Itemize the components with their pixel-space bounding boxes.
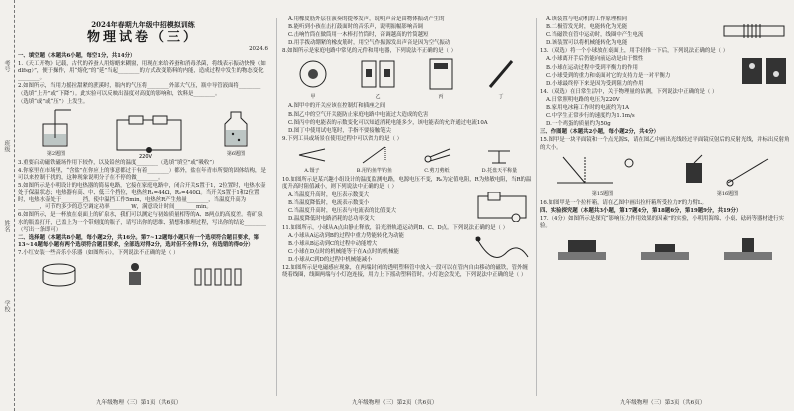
- question-1: 1.《天工开物》记载，古代的养蚕人用熔蜡来糊窗，用现在来给养蚕和消毒杀菌，将线表示振动快慢（如dlfsg）”，便于操作，用“熔化”的“延”当起________的方式改变筋料的内能，造成过程中发生的物态变化________。: [18, 61, 266, 82]
- page-1-column: [18, 20, 268, 392]
- question-2-sub: （选填“或”或“压”）上发生。: [18, 98, 89, 105]
- tweezers-icon: [297, 145, 327, 165]
- section-heading: 四、实验探究题（本题共3小题，第17题4分，第18题6分，第19题9分，共19分）: [540, 207, 742, 214]
- option: A.日常照明电路的电压为220V: [546, 96, 620, 103]
- option: B.图乙中的空气开关能防止家庭电路中电流过大造成的危害: [288, 111, 429, 118]
- breaker-icon: [358, 57, 398, 91]
- option: D.温度降低时电路消耗的总功率变大: [288, 216, 375, 223]
- option: B.当温度降低时，电流表示数变小: [288, 200, 370, 207]
- question-11: 11.如图所示，小球从A点由静止释放，沿光滑轨道运动到B、C、D点。下列说法正确的是（ ）: [282, 224, 509, 231]
- page-footer: 九年级物理（三）第3页（共6页）: [620, 400, 706, 406]
- question-10: 10.如图所示是某兴趣小组设计的温度监测电路，电源电压不变，R₀为定值电阻，R为热敏电阻，当R的温度升高时阻值减小，则下列说法中正确的是（ ）: [282, 176, 532, 191]
- option: C.中学生正常步行的速度约为1.1m/s: [546, 113, 635, 120]
- section-heading: 三、作图题（本题共2小题，每小题2分，共4分）: [540, 129, 660, 136]
- option: D.一个鸡蛋的质量约为50g: [546, 121, 611, 128]
- option: C.小球受到的重力和桌面对它的支持力是一对平衡力: [546, 72, 671, 79]
- figure-caption: 第6题图: [226, 150, 246, 157]
- column-divider: [536, 18, 537, 396]
- figure-caption: 第16题图: [716, 190, 739, 197]
- q10-block: [282, 192, 532, 224]
- q11-block: [282, 233, 532, 265]
- bottle-tube-figure: [33, 108, 79, 148]
- question-4: 4.你家里在市场里，“含盐”在你应上的事意都过于有着________）都外，盐在年青市所要的固体结构，是可以来控制干扰的，这种现象说明分子在不停的做________。: [18, 167, 266, 181]
- pressure-experiment-figure: [540, 232, 790, 262]
- svg-text:220V: 220V: [139, 153, 152, 158]
- ball-photo-figure: [740, 56, 790, 86]
- question-16: 16.如图甲是一个拉杆箱，请在乙图中画出拉杆箱所受拉力F的力臂L。: [540, 199, 707, 206]
- binding-margin: [0, 0, 15, 411]
- question-2: 2.如图所示，当用力摇拉甜紧的蔗溪时，瓶内的气压将________外部大气压，瓶中导管液面将________（选填“上升”或“下降”）。此实验可以反映出湿度对高度的影响和，饮料是________。: [18, 83, 261, 97]
- option: D.该装置可以将机械能转化为电能: [546, 40, 628, 47]
- option: D.图丁中使用试电笔时，手指不要接触笔尖: [288, 127, 391, 134]
- question-5: 5.如图所示是小明设计的电热器的简易电路，它接在家庭电路中，闭合开关S置于1，2位置时，电热水壶处于保温状态；电热器有高、中、低三个挡位，电热丝R₁=44Ω，R₂=440Ω。当开关S置于1和2位置时，电热水壶处于________挡，使中温挡工作5min，电热丝R产生热量________，当温度升高为________，可节约多少的总空调定功率________W，满意设计时间________min。: [18, 183, 266, 211]
- option: D.小球从C到D的过程中机械能减小: [288, 256, 373, 263]
- tools-figure: [282, 145, 532, 175]
- figure-row-q2-q6: [18, 108, 268, 158]
- household-elements-figure: [282, 57, 532, 101]
- figure-caption: D.托盘天平称量: [481, 167, 518, 174]
- track-figure: [472, 233, 532, 263]
- option: A.图甲中的开关应该在控制灯和插座之间: [288, 103, 386, 110]
- option: A.小球离开手后仍能向前运动是由于惯性: [546, 56, 644, 63]
- question-15: 15.图甲是一块平面镜和一个点光源S，请在图乙中画出光线经过平面镜反射后的反射光线，并标出反射角的大小。: [540, 137, 790, 151]
- margin-label: 考号: [3, 60, 10, 72]
- question-14: 14.（双选）在日常生活中，关于物理量的估测，下列说法中正确的是（ ）: [540, 88, 718, 95]
- page-3-column: [540, 16, 790, 388]
- instrument-figure-row: [18, 259, 268, 287]
- figure-caption: 第2题图: [46, 150, 66, 157]
- figure-caption: B.用钓鱼竿钓鱼: [356, 167, 392, 174]
- column-divider: [276, 18, 277, 396]
- option: C.图丙中的电能表的示数变化可以知道消耗电能多少，该电能表的允许通过电流10A: [288, 119, 488, 126]
- figure-caption: 第15题图: [591, 190, 614, 197]
- margin-label: 班级: [3, 140, 10, 152]
- water-bottle-figure: [219, 108, 253, 148]
- option: C.当磁铁在管中运动时，线圈中产生电流: [546, 32, 644, 39]
- figure-caption: 丁: [498, 94, 504, 101]
- question-8: 8.如图所示是家庭电路中常见的元件和用电器，下列说法不正确的是（ ）: [282, 48, 456, 55]
- option: A.当温度升高时，电压表示数变大: [288, 192, 370, 199]
- tester-pen-icon: [484, 57, 518, 91]
- drum-icon: [39, 261, 79, 287]
- figure-caption: 乙: [375, 94, 381, 101]
- person-icon: [120, 261, 150, 287]
- thermistor-circuit: [472, 192, 532, 222]
- bottles-icon: [191, 261, 247, 287]
- page-footer: 九年级物理（三）第1页（共6页）: [96, 400, 182, 406]
- balance-icon: [484, 145, 514, 165]
- section-heading: 二、选择题（本题共8小题，每小题2分，共16分。第7~12题每小题只有一个选项符合题目要求，第13~14题每小题有两个选项符合题目要求，全部选对得2分，选对但不全得1分，有选错的得0分）: [18, 234, 260, 248]
- question-13: 13.（双选）将一个小球放在桌面上，用手轻推一下后，下列说法正确的是（ ）: [540, 48, 729, 55]
- margin-label: 姓名: [3, 220, 10, 232]
- scissors-icon: [422, 145, 452, 165]
- fishing-rod-icon: [359, 145, 389, 165]
- option: D.小球最终停下来是因为受到阻力的作用: [546, 80, 644, 87]
- exam-date: 2024.6: [249, 46, 268, 52]
- circuit-diagram: [109, 114, 189, 158]
- q13-block: [540, 56, 790, 88]
- q12-block: [540, 16, 790, 48]
- luggage-lever-figure: [678, 153, 778, 187]
- option: C.当温度升高时，电压表与电流表的比值变大: [288, 208, 397, 215]
- question-3: 3.重要启动磁铁磁场作用下较作，以及铅丝的温度________（选填“填空”或“吸收”）: [18, 159, 218, 166]
- question-6: 6.如图所示，是一杯放在桌面上的矿泉水，我们可以测定与初始质量相等的A、B两点的高度差。将矿泉水的瓶盖打开，已盖上为一个带刻度的瓶子，请写出你的思维、猜想和推理过程，写出你的结论________（写出一条即可）: [18, 212, 266, 233]
- option: D.用手拨动绷紧的橡皮筋时，用空气作振源发出声音是因为空气振动: [288, 40, 451, 47]
- socket-icon: [296, 57, 330, 91]
- figure-caption: A.镊子: [304, 167, 320, 174]
- option: B.小球从B运动到C的过程中动能增大: [288, 240, 378, 247]
- option: C.小球在D点时的机械能等于在A点时的机械能: [288, 248, 399, 255]
- option: A.该装置与电动机的工作原理相同: [546, 16, 628, 22]
- page-2-column: [282, 16, 532, 388]
- sponge-table-figure: [635, 234, 695, 262]
- mirror-ray-figure: [553, 153, 653, 187]
- section-heading: 一、填空题（本题共6小题，每空1分，共14分）: [18, 53, 136, 60]
- option: A.小球从A运动到B的过程中重力势能转化为动能: [288, 232, 404, 239]
- question-12: 12.如图所示是电磁感应现象，在两端封闭的透明塑料管中放入一段可以在管内自由移动的磁铁，管外缠绕着线圈，线圈两端与小灯泡连接，用力上下摇动塑料管时，小灯泡会发光，下列说法中正确的是（ ）: [282, 264, 528, 279]
- option: B.小球在运动过程中受到平衡力的作用: [546, 64, 638, 71]
- induction-tube-figure: [720, 16, 790, 46]
- exam-title: 物理试卷（三）: [86, 30, 199, 45]
- option: A.用橡皮筋外层在演奏的提琴发声，说明声音是由物体振动产生的: [288, 16, 445, 22]
- figure-caption: C.剪刀剪纸: [424, 167, 450, 174]
- sponge-table-figure: [718, 234, 778, 262]
- option: C.击响竹筒在做筒用一木棒打竹筒时，音调越高的竹筒越短: [288, 32, 429, 39]
- option: B.二极管发光时，电能转化为光能: [546, 24, 628, 31]
- figure-row-q15-q16: [540, 154, 790, 198]
- figure-caption: 甲: [310, 94, 316, 101]
- margin-label: 学校: [3, 300, 10, 312]
- question-7: 7.小红安装一些音乐小乐器（如图所示），下列说法不正确的是（ ）: [18, 249, 179, 256]
- meter-icon: [426, 57, 456, 91]
- exam-header: 2024年春期九年级中招模拟训练: [91, 20, 195, 29]
- question-9: 9.下列工具或场景在使用过程中可以省力的是（ ）: [282, 135, 403, 142]
- figure-caption: 丙: [438, 94, 444, 101]
- sponge-table-figure: [552, 234, 612, 262]
- page-footer: 九年级物理（三）第2页（共6页）: [352, 400, 438, 406]
- question-17: 17.（4分）如图所示是探究“影响压力作用效果的因素”的实验，小明用海绵、小桌、砝码等器材进行实验。: [540, 215, 784, 229]
- option: B.能听到小孩在击打鼓面时的音乐声，说明振幅影响音调: [288, 24, 424, 31]
- option: B.家用电冰箱工作时的电流约为1A: [546, 105, 630, 112]
